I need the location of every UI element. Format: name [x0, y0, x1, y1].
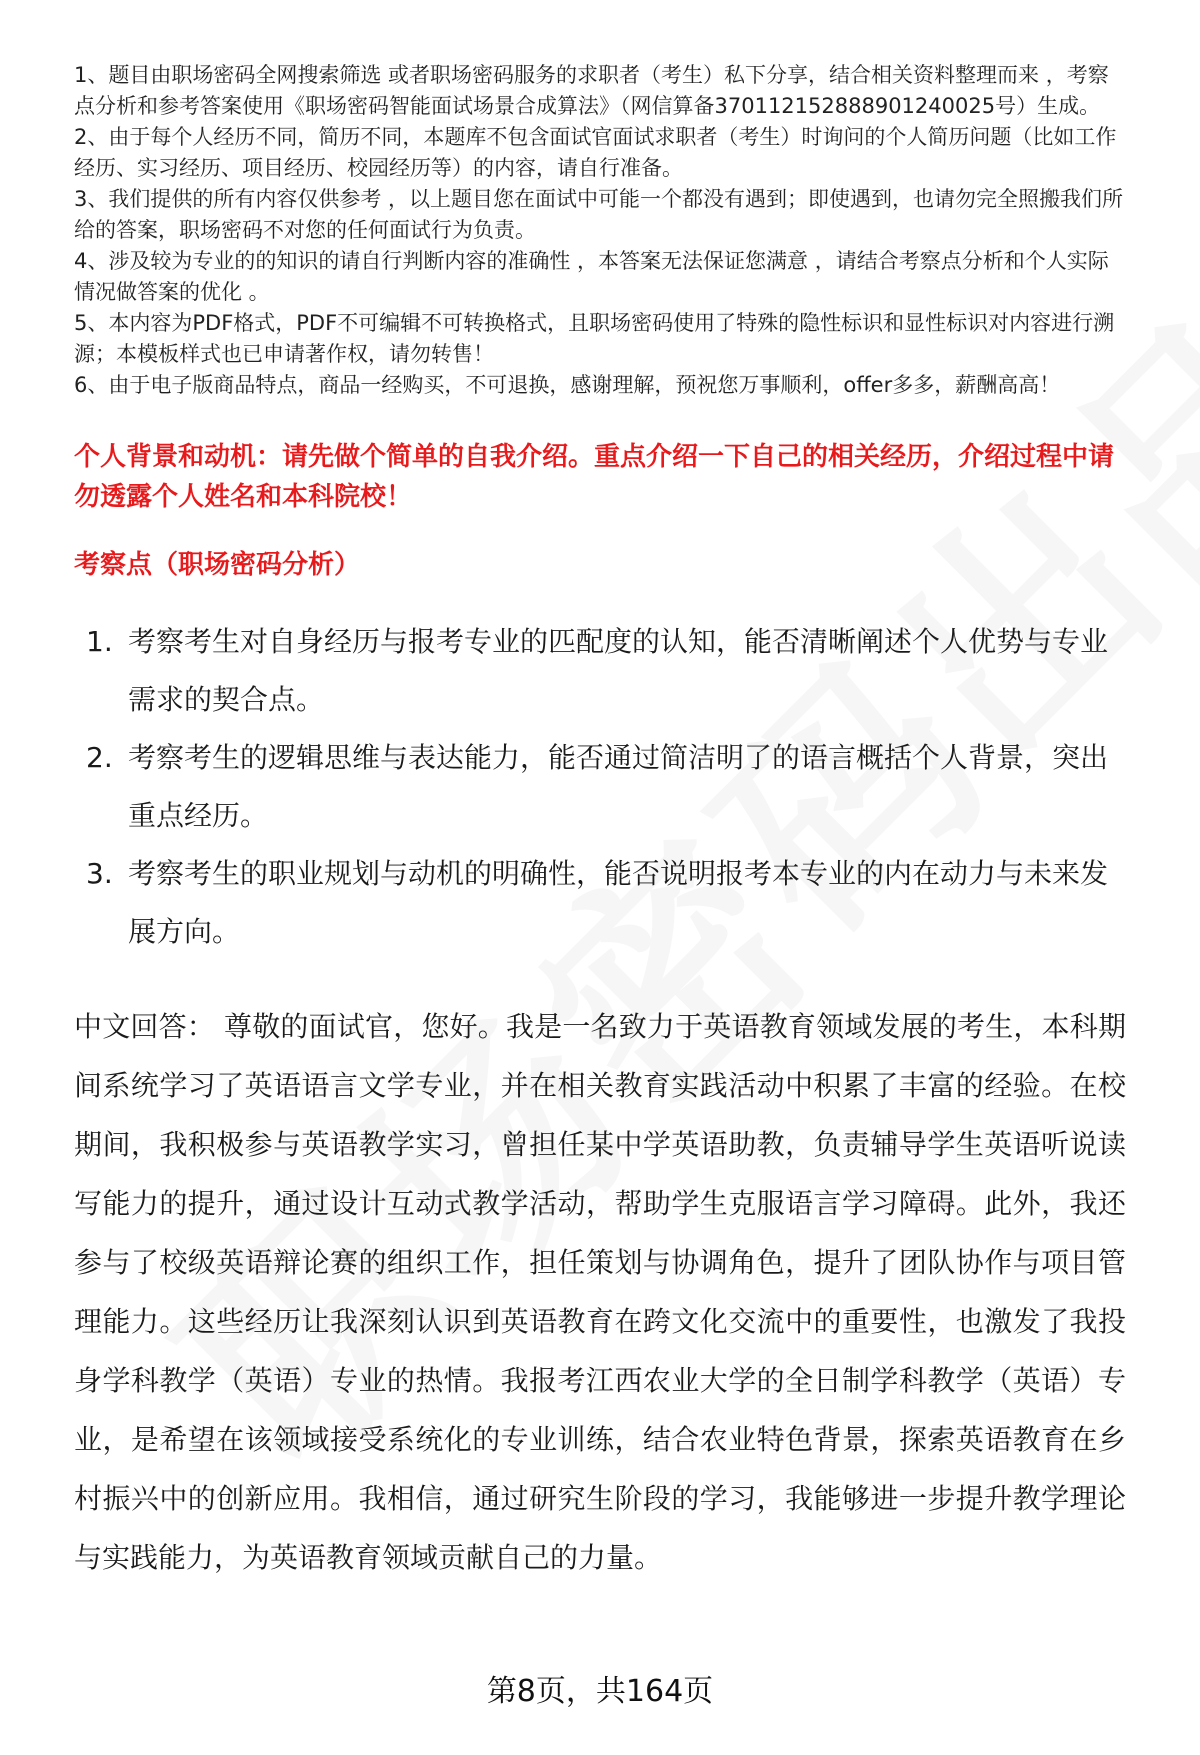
list-item-number: 1.: [86, 625, 113, 658]
disclaimer-item-1: 1、题目由职场密码全网搜索筛选 或者职场密码服务的求职者（考生）私下分享，结合相关资料整理而来 ，考察点分析和参考答案使用《职场密码智能面试场景合成算法》（网信算备370112152888901240025号）生成。: [74, 63, 1109, 118]
page-number: 第8页，共164页: [486, 1674, 714, 1709]
disclaimer-item-2: 2、由于每个人经历不同，简历不同，本题库不包含面试官面试求职者（考生）时询问的个人简历问题（比如工作经历、实习经历、项目经历、校园经历等）的内容，请自行准备。: [74, 125, 1117, 180]
question-heading: 个人背景和动机：请先做个简单的自我介绍。重点介绍一下自己的相关经历，介绍过程中请勿透露个人姓名和本科院校！: [74, 442, 1115, 512]
answer-text: 中文回答： 尊敬的面试官，您好。我是一名致力于英语教育领域发展的考生，本科期间系统学习了英语语言文学专业，并在相关教育实践活动中积累了丰富的经验。在校期间，我积极参与英语教学实习，曾担任某中学英语助教，负责辅导学生英语听说读写能力的提升，通过设计互动式教学活动，帮助学生克服语言学习障碍。此外，我还参与了校级英语辩论赛的组织工作，担任策划与协调角色，提升了团队协作与项目管理能力。这些经历让我深刻认识到英语教育在跨文化交流中的重要性，也激发了我投身学科教学（英语）专业的热情。我报考江西农业大学的全日制学科教学（英语）专业，是希望在该领域接受系统化的专业训练，结合农业特色背景，探索英语教育在乡村振兴中的创新应用。我相信，通过研究生阶段的学习，我能够进一步提升教学理论与实践能力，为英语教育领域贡献自己的力量。: [74, 1010, 1126, 1574]
disclaimer-item-5: 5、本内容为PDF格式，PDF不可编辑不可转换格式，且职场密码使用了特殊的隐性标识和显性标识对内容进行溯源；本模板样式也已申请著作权，请勿转售！: [74, 311, 1115, 366]
list-item: [74, 729, 1126, 845]
disclaimer: [74, 60, 1126, 401]
list-item-number: 3.: [86, 857, 113, 890]
list-item-text: 考察考生的职业规划与动机的明确性，能否说明报考本专业的内在动力与未来发展方向。: [128, 857, 1109, 948]
disclaimer-item-4: 4、涉及较为专业的的知识的请自行判断内容的准确性 ，本答案无法保证您满意 ，请结合考察点分析和个人实际情况做答案的优化 。: [74, 249, 1109, 304]
list-item-text: 考察考生对自身经历与报考专业的匹配度的认知，能否清晰阐述个人优势与专业需求的契合点。: [128, 625, 1109, 716]
list-item-number: 2.: [86, 741, 113, 774]
analysis-title: 考察点（职场密码分析）: [74, 550, 361, 580]
list-item: [74, 845, 1126, 961]
disclaimer-item-3: 3、我们提供的所有内容仅供参考 ，以上题目您在面试中可能一个都没有遇到；即使遇到，也请勿完全照搬我们所给的答案，职场密码不对您的任何面试行为负责。: [74, 187, 1124, 242]
list-item-text: 考察考生的逻辑思维与表达能力，能否通过简洁明了的语言概括个人背景，突出重点经历。: [128, 741, 1109, 832]
disclaimer-item-6: 6、由于电子版商品特点，商品一经购买，不可退换，感谢理解，预祝您万事顺利，offer多多，薪酬高高！: [74, 373, 1061, 397]
analysis-points: [74, 613, 1126, 961]
list-item: [74, 613, 1126, 729]
